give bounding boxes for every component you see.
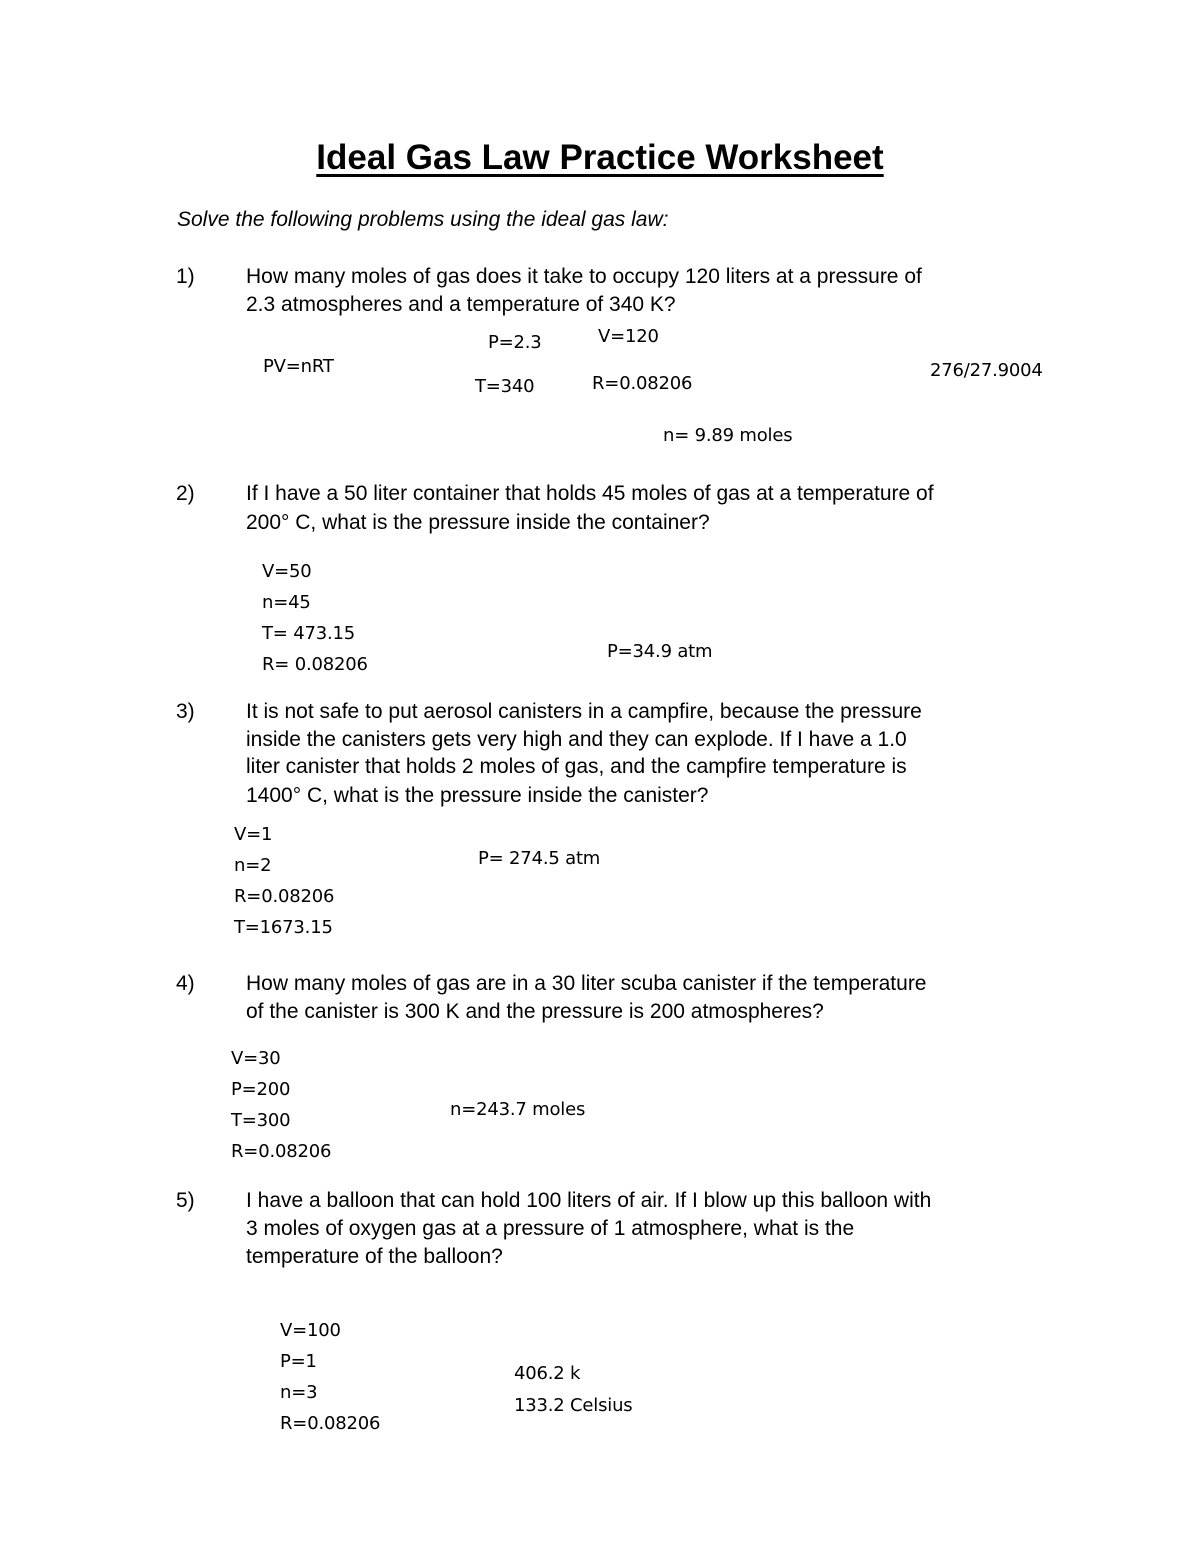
problem-1-work-temperature: T=340 <box>475 376 535 397</box>
problem-5-line-2: 3 moles of oxygen gas at a pressure of 1 atmosphere, what is the <box>246 1217 855 1240</box>
problem-3-work-moles: n=2 <box>234 855 272 876</box>
problem-1-work-formula: PV=nRT <box>263 356 334 377</box>
problem-2-work-moles: n=45 <box>262 592 311 613</box>
problem-3-answer: P= 274.5 atm <box>478 848 601 869</box>
problem-3-line-1: It is not safe to put aerosol canisters in a campfire, because the pressure <box>246 700 922 723</box>
problem-1-work-calculation: 276/27.9004 <box>930 360 1043 381</box>
problem-2-number: 2) <box>176 482 195 505</box>
problem-2-line-2: 200° C, what is the pressure inside the container? <box>246 511 710 534</box>
problem-2-work-volume: V=50 <box>262 561 312 582</box>
problem-1-work-pressure: P=2.3 <box>488 332 542 353</box>
problem-1-line-1: How many moles of gas does it take to occupy 120 liters at a pressure of <box>246 265 922 288</box>
problem-2-line-1: If I have a 50 liter container that holds 45 moles of gas at a temperature of <box>246 482 934 505</box>
problem-2-answer: P=34.9 atm <box>607 641 713 662</box>
problem-4-work-gas-constant: R=0.08206 <box>231 1141 332 1162</box>
problem-5-work-volume: V=100 <box>280 1320 341 1341</box>
problem-4-work-pressure: P=200 <box>231 1079 291 1100</box>
problem-5-work-moles: n=3 <box>280 1382 318 1403</box>
problem-1-work-gas-constant: R=0.08206 <box>592 373 693 394</box>
problem-1-answer: n= 9.89 moles <box>663 425 793 446</box>
problem-1-work-volume: V=120 <box>598 326 659 347</box>
problem-4-work-volume: V=30 <box>231 1048 281 1069</box>
problem-5-work-gas-constant: R=0.08206 <box>280 1413 381 1434</box>
problem-2-work-gas-constant: R= 0.08206 <box>262 654 368 675</box>
instructions: Solve the following problems using the ideal gas law: <box>177 208 669 231</box>
problem-3-line-3: liter canister that holds 2 moles of gas, and the campfire temperature is <box>246 755 907 778</box>
problem-3-line-4: 1400° C, what is the pressure inside the canister? <box>246 784 709 807</box>
worksheet-title: Ideal Gas Law Practice Worksheet <box>316 138 884 177</box>
problem-5-answer-celsius: 133.2 Celsius <box>514 1395 633 1416</box>
problem-1-line-2: 2.3 atmospheres and a temperature of 340 K? <box>246 293 676 316</box>
problem-5-line-3: temperature of the balloon? <box>246 1245 503 1268</box>
problem-3-work-volume: V=1 <box>234 824 273 845</box>
problem-5-answer-kelvin: 406.2 k <box>514 1363 581 1384</box>
problem-3-number: 3) <box>176 700 195 723</box>
problem-5-number: 5) <box>176 1189 195 1212</box>
problem-3-work-temperature: T=1673.15 <box>234 917 333 938</box>
problem-4-line-1: How many moles of gas are in a 30 liter scuba canister if the temperature <box>246 972 927 995</box>
problem-4-answer: n=243.7 moles <box>450 1099 586 1120</box>
problem-4-line-2: of the canister is 300 K and the pressure is 200 atmospheres? <box>246 1000 824 1023</box>
problem-4-work-temperature: T=300 <box>231 1110 291 1131</box>
problem-2-work-temperature: T= 473.15 <box>262 623 355 644</box>
problem-3-line-2: inside the canisters gets very high and they can explode. If I have a 1.0 <box>246 728 907 751</box>
problem-5-work-pressure: P=1 <box>280 1351 317 1372</box>
problem-3-work-gas-constant: R=0.08206 <box>234 886 335 907</box>
problem-4-number: 4) <box>176 972 195 995</box>
problem-1-number: 1) <box>176 265 195 288</box>
problem-5-line-1: I have a balloon that can hold 100 liters of air. If I blow up this balloon with <box>246 1189 932 1212</box>
